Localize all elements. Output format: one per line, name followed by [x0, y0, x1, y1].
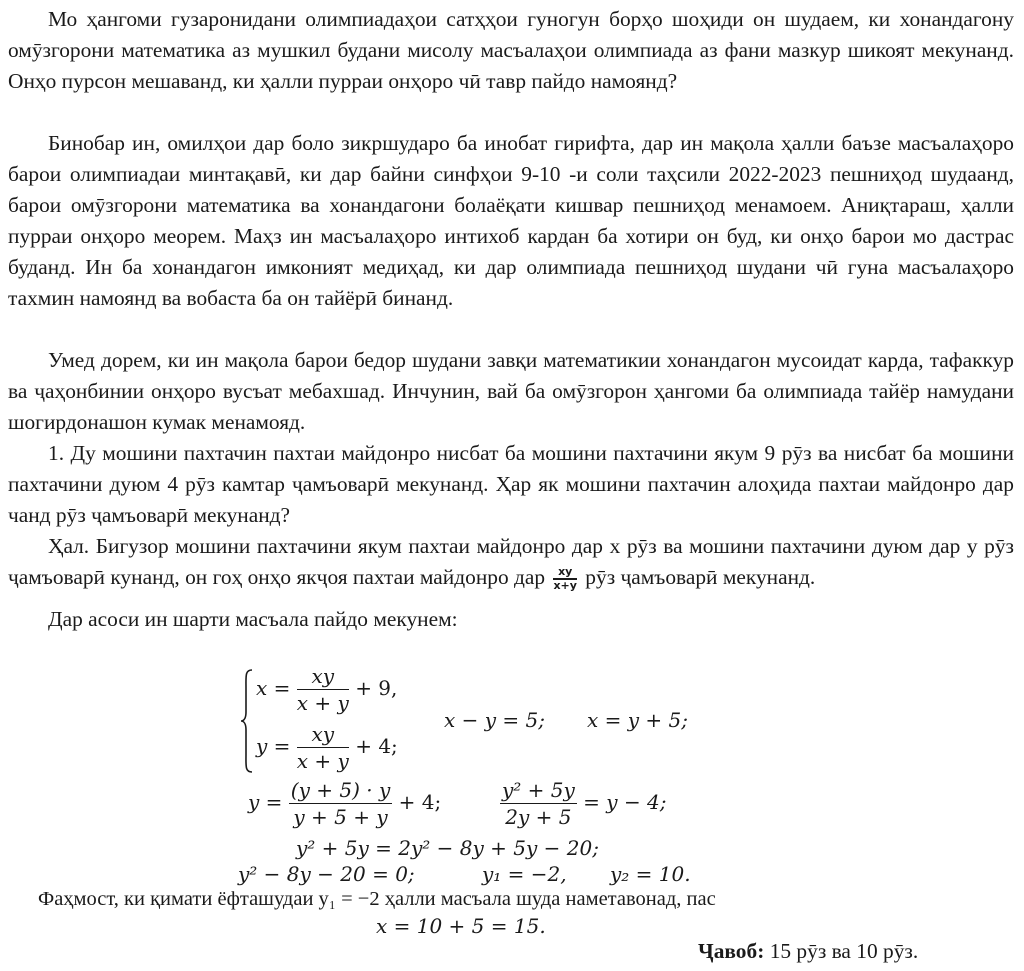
answer-line — [698, 939, 918, 964]
eq1-numerator: xy — [297, 664, 349, 690]
l5a-text: y² − 8y − 20 = 0; — [238, 862, 415, 886]
equation-line-5a — [238, 862, 415, 886]
equation-line-4 — [296, 836, 599, 860]
l3b-tail: = y − 4; — [583, 790, 667, 814]
conclusion-text: Фаҳмост, ки қимати ёфташудаи y₁ = −2 ҳалли масъала шуда наметавонад, пас — [38, 888, 716, 910]
l3-denominator: y + 5 + y — [293, 805, 388, 829]
eq2-fraction — [297, 722, 349, 773]
inline-fraction-denominator: x+y — [553, 579, 577, 593]
equation-line-3b — [500, 778, 667, 829]
paragraph-intro: Мо ҳангоми гузаронидани олимпиадаҳои сатҳҳои гуногун борҳо шоҳиди он шудаем, ки хонандагону омӯзгорони математика аз мушкил будани мисолу масъалаҳои олимпиада аз фани мазкур шикоят мекунанд. Онҳо пурсон мешаванд, ки ҳалли пурраи онҳоро чӣ тавр пайдо намоянд? — [8, 7, 1014, 93]
inline-fraction — [553, 566, 576, 592]
eq2-numerator: xy — [297, 722, 349, 748]
solution-text-before: Ҳал. Бигузор мошини пахтачини якум пахтаи майдонро дар x рӯз ва мошини пахтачини дуюм дар y рӯз ҷамъоварӣ кунанд, он гоҳ онҳо якҷоя пахтаи майдонро дар — [8, 534, 1014, 589]
side2-text: x = y + 5; — [587, 708, 688, 732]
l3-tail: + 4; — [398, 790, 442, 814]
condition-line: Дар асоси ин шарти масъала пайдо мекунем: — [48, 607, 458, 631]
side-equation-2 — [587, 708, 688, 732]
l5b-text: y₁ = −2, — [482, 862, 567, 886]
l3b-denominator: 2y + 5 — [505, 805, 572, 829]
l5c-text: y₂ = 10. — [610, 862, 691, 886]
l3-numerator: (y + 5) · y — [290, 778, 391, 802]
equation-line-5c — [610, 862, 691, 886]
l3b-numerator: y² + 5y — [502, 778, 575, 802]
system-brace — [240, 668, 254, 774]
paragraph-hope: Умед дорем, ки ин мақола барои бедор шудани завқи математикии хонандагон мусоидат карда, тафаккур ва ҷаҳонбинии онҳоро вусъат мебахшад. Инчунин, вай ба омӯзгорон ҳангоми ба олимпиада тайёр намудани шогирдонашон кумак менамояд. — [8, 348, 1014, 434]
solution-text-after: рӯз ҷамъоварӣ мекунанд. — [585, 565, 816, 589]
l4-text: y² + 5y = 2y² − 8y + 5y − 20; — [296, 836, 599, 860]
problem-statement: 1. Ду мошини пахтачин пахтаи майдонро нисбат ба мошини пахтачини якум 9 рӯз ва нисбат ба мошини пахтачини дуюм 4 рӯз камтар ҷамъоварӣ мекунанд. Ҳар як мошини пахтачин алоҳида пахтаи майдонро дар чанд рӯз ҷамъоварӣ мекунанд? — [8, 441, 1014, 527]
equation-line-3 — [248, 778, 441, 829]
l3-lhs: y = — [248, 790, 283, 814]
eq1-lhs: x = — [256, 676, 291, 700]
equation-line-5b — [482, 862, 567, 886]
inline-fraction-numerator: xy — [553, 566, 576, 580]
paragraph-purpose: Бинобар ин, омилҳои дар боло зикршударо ба инобат гирифта, дар ин мақола ҳалли баъзе масъалаҳоро барои олимпиадаи минтақавӣ, ки дар байни синфҳои 9-10 -и соли таҳсили 2022-2023 пешниҳод шудаанд, барои омӯзгорони математика ва хонандагони болаёқати кишвар пешниҳод менамоем. Аниқтараш, ҳалли пурраи онҳоро меорем. Маҳз ин масъалаҳоро интихоб кардан ба хотири он буд, ки онҳо барои мо дастрас буданд. Ин ба хонандагон имконият медиҳад, ки дар олимпиада пешниҳод шудани чӣ гуна масъалаҳоро тахмин намоянд ва вобаста ба он тайёрӣ бинанд. — [8, 131, 1014, 310]
answer-value: 15 рӯз ва 10 рӯз. — [769, 939, 919, 963]
eq2-lhs: y = — [256, 734, 291, 758]
conclusion-formula — [376, 914, 546, 938]
l3-fraction — [289, 778, 392, 829]
l3b-fraction — [500, 778, 577, 829]
system-equation-2 — [256, 722, 398, 773]
solution-paragraph — [8, 531, 1014, 593]
eq1-tail: + 9, — [355, 676, 398, 700]
answer-label: Ҷавоб: — [698, 939, 765, 963]
eq2-denominator: x + y — [296, 749, 349, 773]
conclusion-formula-text: x = 10 + 5 = 15. — [376, 914, 546, 938]
eq1-fraction — [297, 664, 349, 715]
eq2-tail: + 4; — [355, 734, 398, 758]
side-equation-1 — [444, 708, 545, 732]
system-equation-1 — [256, 664, 397, 715]
eq1-denominator: x + y — [296, 691, 349, 715]
side1-text: x − y = 5; — [444, 708, 545, 732]
